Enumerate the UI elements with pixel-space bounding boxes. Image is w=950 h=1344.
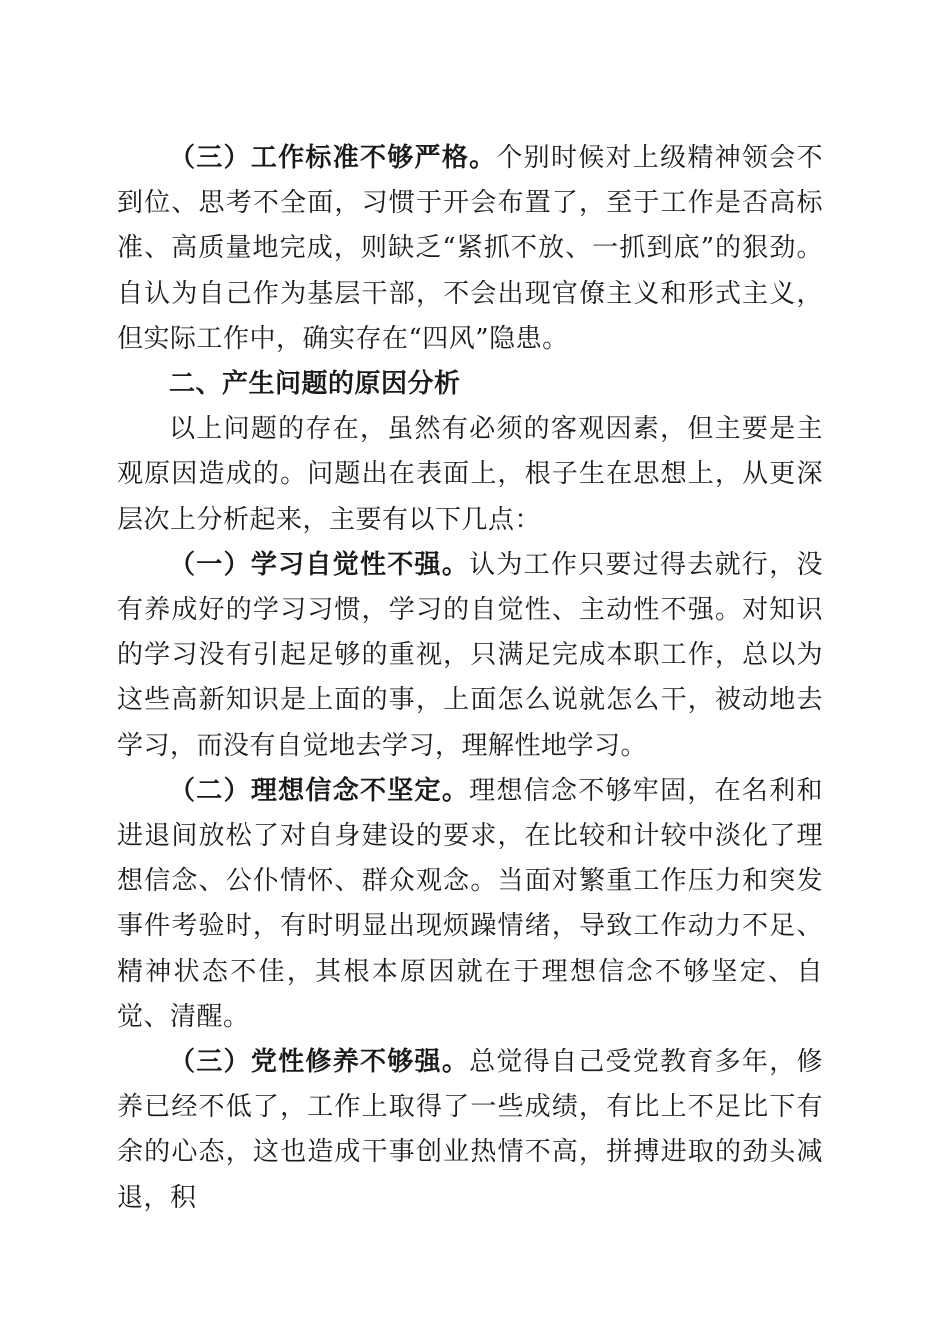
paragraph-body: 以上问题的存在，虽然有必须的客观因素，但主要是主观原因造成的。问题出在表面上，根子生在思想上，从更深层次上分析起来，主要有以下几点：: [117, 414, 823, 535]
paragraph-lead: （二）理想信念不坚定。: [169, 775, 470, 806]
paragraph-body: 认为工作只要过得去就行，没有养成好的学习习惯，学习的自觉性、主动性不强。对知识的学习没有引起足够的重视，只满足完成本职工作，总以为这些高新知识是上面的事，上面怎么说就怎么干，被动地去学习，而没有自觉地去学习，理解性地学习。: [117, 549, 823, 761]
paragraph-intro: [117, 407, 823, 543]
section-heading-cause-analysis: 二、产生问题的原因分析: [169, 369, 461, 400]
paragraph-party-spirit: [117, 1040, 823, 1221]
paragraph-learning: [117, 543, 823, 769]
paragraph-ideals: [117, 769, 823, 1040]
paragraph-body: 个别时候对上级精神领会不到位、思考不全面，习惯于开会布置了，至于工作是否高标准、高质量地完成，则缺乏“紧抓不放、一抓到底”的狠劲。自认为自己作为基层干部，不会出现官僚主义和形式主义，但实际工作中，确实存在“四风”隐患。: [117, 143, 823, 354]
paragraph-body: 理想信念不够牢固，在名利和进退间放松了对自身建设的要求，在比较和计较中淡化了理想信念、公仆情怀、群众观念。当面对繁重工作压力和突发事件考验时，有时明显出现烦躁情绪，导致工作动力不足、精神状态不佳，其根本原因就在于理想信念不够坚定、自觉、清醒。: [117, 775, 823, 1032]
paragraph-lead: （一）学习自觉性不强。: [169, 549, 470, 580]
paragraph-body: 总觉得自己受党教育多年，修养已经不低了，工作上取得了一些成绩，有比上不足比下有余的心态，这也造成干事创业热情不高，拼搏进取的劲头减退，积: [117, 1047, 823, 1213]
paragraph-work-standard: [117, 136, 823, 362]
paragraph-lead: （三）党性修养不够强。: [169, 1047, 470, 1078]
paragraph-lead: （三）工作标准不够严格。: [169, 143, 497, 173]
document-page: [117, 136, 823, 1221]
